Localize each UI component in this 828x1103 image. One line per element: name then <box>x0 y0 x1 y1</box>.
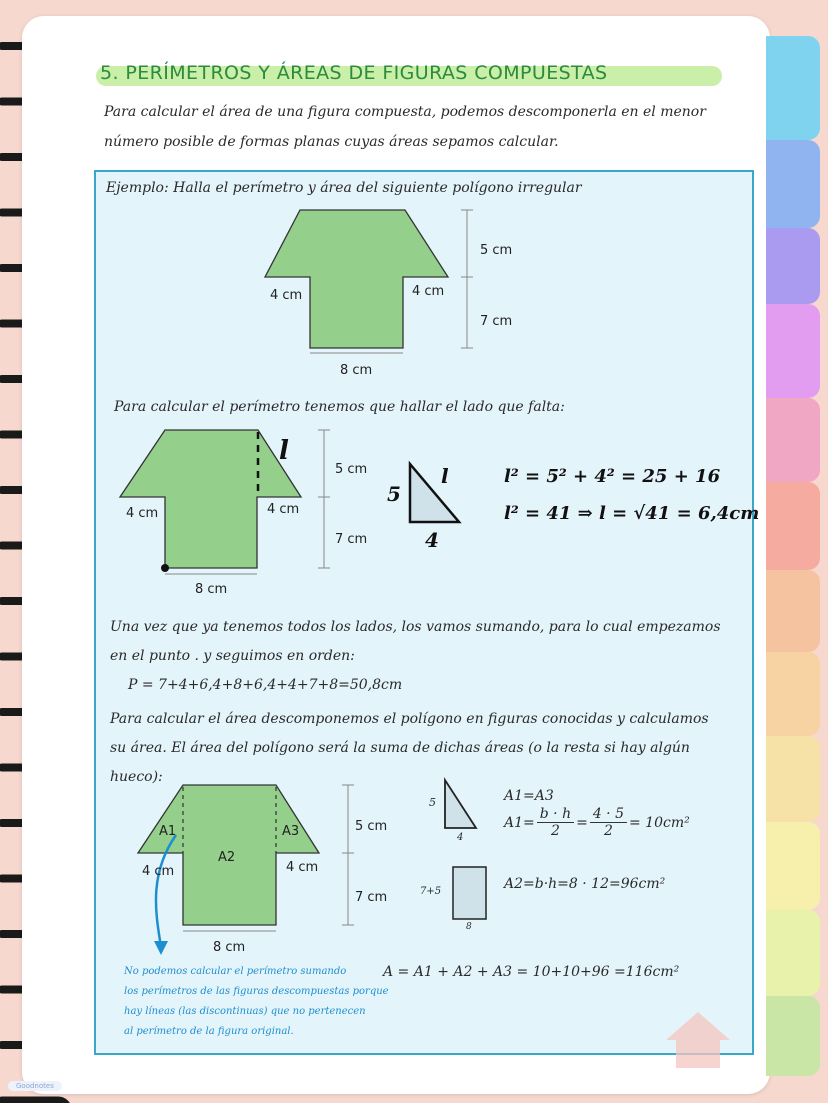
note-line-2: los perímetros de las figuras descompuestas porque <box>124 986 389 997</box>
polygon-shape <box>120 430 301 568</box>
frac-den: 2 <box>550 823 560 839</box>
section-tab[interactable] <box>766 228 820 304</box>
small-rect-base: 8 <box>466 922 472 932</box>
polygon-shape <box>265 210 448 348</box>
example-heading: Ejemplo: Halla el perímetro y área del siguiente polígono irregular <box>106 180 582 196</box>
section-tab[interactable] <box>766 822 820 910</box>
a1-prefix: A1= <box>504 814 535 831</box>
perimeter-result: P = 7+4+6,4+8+6,4+4+7+8=50,8cm <box>128 677 403 693</box>
section-tab[interactable] <box>766 482 820 570</box>
small-rect-height: 7+5 <box>420 886 442 897</box>
total-area: A = A1 + A2 + A3 = 10+10+96 =116cm² <box>383 964 680 980</box>
home-icon[interactable] <box>664 1010 732 1070</box>
fig2-left-width: 4 cm <box>126 506 159 521</box>
section-tab[interactable] <box>766 736 820 822</box>
section-tab[interactable] <box>766 570 820 652</box>
section-tab[interactable] <box>766 398 820 482</box>
fig2-right-width: 4 cm <box>267 502 300 517</box>
region-a3: A3 <box>282 824 300 839</box>
fig1-left-width: 4 cm <box>270 288 303 303</box>
section-tab[interactable] <box>766 36 820 140</box>
small-triangle <box>440 776 480 832</box>
perimeter-intro: Para calcular el perímetro tenemos que hallar el lado que falta: <box>114 399 565 415</box>
section-tab[interactable] <box>766 996 820 1076</box>
section-tab[interactable] <box>766 304 820 398</box>
section-tab[interactable] <box>766 652 820 736</box>
region-a1: A1 <box>159 824 177 839</box>
pythagoras-eq-1: l² = 5² + 4² = 25 + 16 <box>504 466 721 487</box>
sum-text-1: Una vez que ya tenemos todos los lados, los vamos sumando, para lo cual empezamos <box>110 619 721 635</box>
side-l-label: l <box>279 436 289 466</box>
area-text-2: su área. El área del polígono será la suma de dichas áreas (o la resta si hay algún <box>110 740 690 756</box>
area-text-1: Para calcular el área descomponemos el polígono en figuras conocidas y calculamos <box>110 711 709 727</box>
note-line-4: al perímetro de la figura original. <box>124 1026 294 1037</box>
area-text-3: hueco): <box>110 769 163 785</box>
triangle-shape <box>445 780 476 828</box>
a1-result: = 10cm² <box>629 814 690 831</box>
fig2-base: 8 cm <box>195 582 228 597</box>
small-tri-base: 4 <box>457 832 464 843</box>
fraction-bh <box>537 806 574 839</box>
triangle-hyp-l: l <box>441 464 449 488</box>
fig3-right-width: 4 cm <box>286 860 319 875</box>
arrow-head-icon <box>154 941 168 955</box>
fig1-base: 8 cm <box>340 363 373 378</box>
fig1-right-width: 4 cm <box>412 284 445 299</box>
goodnotes-watermark: Goodnotes <box>8 1081 62 1091</box>
note-line-1: No podemos calcular el perímetro sumando <box>124 966 347 977</box>
a1-equals-a3: A1=A3 <box>504 788 554 804</box>
intro-line-1: Para calcular el área de una figura compuesta, podemos descomponerla en el menor <box>104 104 706 120</box>
region-a2: A2 <box>218 850 236 865</box>
start-point <box>161 564 169 572</box>
fig3-base: 8 cm <box>213 940 246 955</box>
page-title: 5. PERÍMETROS Y ÁREAS DE FIGURAS COMPUESTAS <box>100 62 608 84</box>
pythagoras-eq-2: l² = 41 ⇒ l = √41 = 6,4cm <box>504 503 760 524</box>
intro-line-2: número posible de formas planas cuyas áreas sepamos calcular. <box>104 134 559 150</box>
note-line-3: hay líneas (las discontinuas) que no pertenecen <box>124 1006 366 1017</box>
small-tri-height: 5 <box>429 796 436 809</box>
small-rectangle <box>450 864 490 924</box>
triangle-leg-4: 4 <box>425 528 439 552</box>
pythagoras-triangle <box>405 460 465 526</box>
triangle-leg-5: 5 <box>387 482 401 506</box>
fig1-top-height: 5 cm <box>480 243 513 258</box>
fraction-45 <box>590 806 627 839</box>
section-tab[interactable] <box>766 910 820 996</box>
fig3-bottom-height: 7 cm <box>355 890 388 905</box>
fig1-bottom-height: 7 cm <box>480 314 513 329</box>
section-tab[interactable] <box>766 140 820 228</box>
frac-num: b · h <box>537 806 574 823</box>
fig3-top-height: 5 cm <box>355 819 388 834</box>
a1-formula <box>504 806 690 839</box>
sum-text-2: en el punto . y seguimos en orden: <box>110 648 355 664</box>
triangle-shape <box>410 464 459 522</box>
frac-den: 2 <box>603 823 613 839</box>
frac-num: 4 · 5 <box>590 806 627 823</box>
fig3-left-width: 4 cm <box>142 864 175 879</box>
a2-formula: A2=b·h=8 · 12=96cm² <box>504 876 666 892</box>
rect-shape <box>453 867 486 919</box>
fig2-top-height: 5 cm <box>335 462 368 477</box>
equals-sign: = <box>576 814 588 831</box>
fig2-bottom-height: 7 cm <box>335 532 368 547</box>
